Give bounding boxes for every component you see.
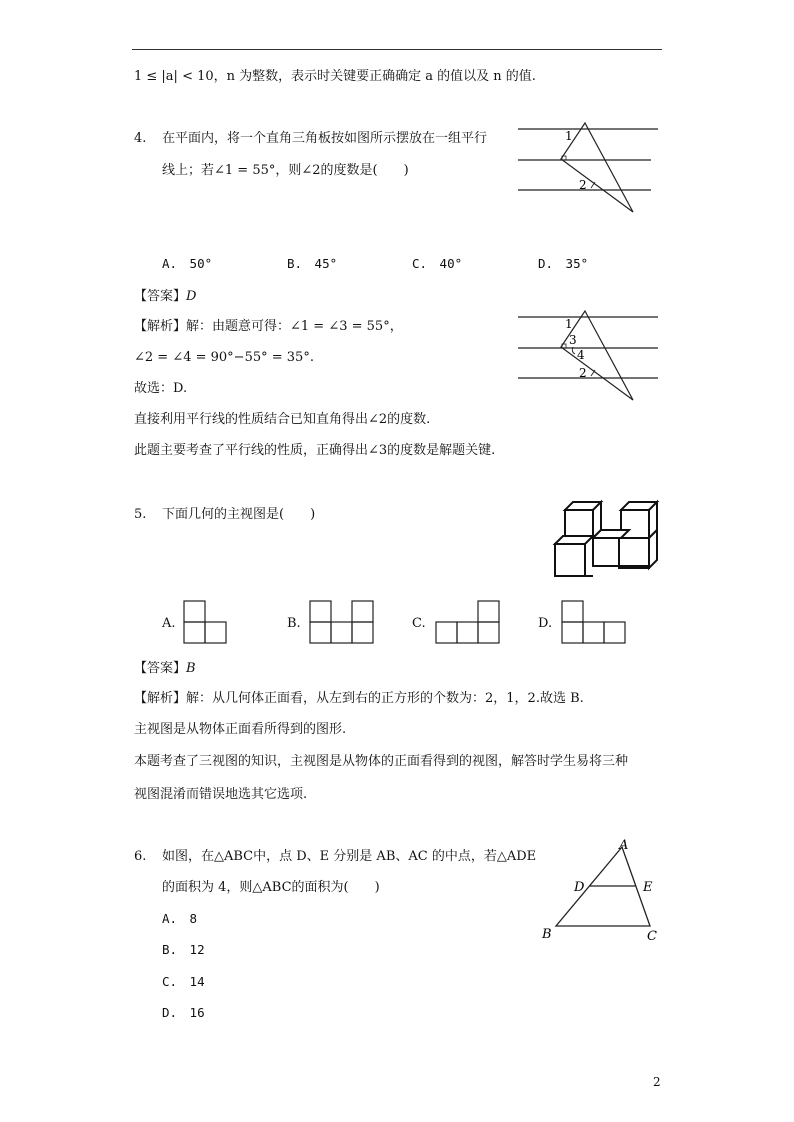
q4-analysis-fig-label-2: 2 [579,366,587,380]
q4-analysis-line5: 此题主要考查了平行线的性质，正确得出∠3的度数是解题关键. [134,443,496,458]
q4-number: 4. [134,131,147,146]
q4-stem-line1: 在平面内，将一个直角三角板按如图所示摆放在一组平行 [162,131,488,146]
q4-analysis-line4: 直接利用平行线的性质结合已知直角得出∠2的度数. [134,412,431,427]
q4-analysis-label: 【解析】 [134,319,187,334]
q5-option-b-letter[interactable]: B. [287,616,301,631]
q6-number: 6. [134,849,147,864]
q5-option-d-letter[interactable]: D. [538,616,553,631]
q4-analysis-line3: 故选：D. [134,381,188,396]
q6-stem-line2: 的面积为 4，则△ABC的面积为( ) [162,880,380,895]
q4-option-d[interactable]: D. 35° [538,256,589,271]
q4-analysis-figure [515,308,660,403]
q4-analysis-fig-label-3: 3 [569,333,577,347]
q6-label-d: D [574,880,585,895]
q5-option-a-figure[interactable] [183,600,229,644]
q5-answer-value: B [186,661,196,676]
q5-option-b-figure[interactable] [309,600,375,644]
q5-analysis-text1: 解：从几何体正面看，从左到右的正方形的个数为：2，1，2.故选 B. [186,691,584,706]
q4-option-a[interactable]: A. 50° [162,256,213,271]
q4-analysis-fig-label-4: 4 [577,348,585,362]
q6-label-e: E [643,880,653,895]
q6-option-a[interactable]: A. 8 [162,911,198,926]
q4-analysis-line2: ∠2 = ∠4 = 90°−55° = 35°. [134,350,314,365]
q5-option-c-letter[interactable]: C. [412,616,426,631]
q6-option-d[interactable]: D. 16 [162,1005,205,1020]
q4-stem-line2: 线上；若∠1 = 55°，则∠2的度数是( ) [162,163,409,178]
q6-label-a: A [619,838,629,853]
q6-option-c[interactable]: C. 14 [162,974,205,989]
q5-answer-label: 【答案】 [134,661,187,676]
q5-option-a-letter[interactable]: A. [162,616,176,631]
q5-option-c-figure[interactable] [435,600,501,644]
q4-answer-label: 【答案】 [134,289,187,304]
q5-analysis-label: 【解析】 [134,691,187,706]
q4-answer-value: D [186,289,197,304]
q4-analysis-line1 [134,320,403,333]
q6-triangle-figure [540,836,665,946]
q4-option-c[interactable]: C. 40° [412,256,463,271]
q4-analysis-text1: 解：由题意可得：∠1 = ∠3 = 55°， [186,319,403,334]
q5-analysis-line2: 主视图是从物体正面看所得到的图形. [134,722,347,737]
q4-fig-label-2: 2 [579,178,587,192]
q5-number: 5. [134,507,147,522]
q6-option-b[interactable]: B. 12 [162,942,205,957]
q4-analysis-fig-label-1: 1 [565,317,573,331]
q5-cube-solid-figure [553,500,663,580]
q4-answer [134,290,196,303]
q4-option-b[interactable]: B. 45° [287,256,338,271]
q6-label-c: C [647,929,657,944]
q5-analysis-line3: 本题考查了三视图的知识，主视图是从物体的正面看得到的视图，解答时学生易将三种 [134,754,629,769]
page-number: 2 [653,1075,661,1089]
q5-analysis-line4: 视图混淆而错误地选其它选项. [134,787,308,802]
header-rule [132,49,662,50]
q4-fig-label-1: 1 [565,129,573,143]
q6-label-b: B [542,927,552,942]
q5-analysis-line1 [134,692,584,705]
q5-answer [134,662,196,675]
q4-parallel-lines-figure [515,120,660,215]
q5-stem: 下面几何的主视图是( ) [162,507,316,522]
q6-stem-line1: 如图，在△ABC中，点 D、E 分别是 AB、AC 的中点，若△ADE [162,849,537,864]
q5-option-d-figure[interactable] [561,600,629,644]
previous-solution-tail: 1 ≤ |a| < 10，n 为整数，表示时关键要正确确定 a 的值以及 n 的值. [134,69,536,84]
